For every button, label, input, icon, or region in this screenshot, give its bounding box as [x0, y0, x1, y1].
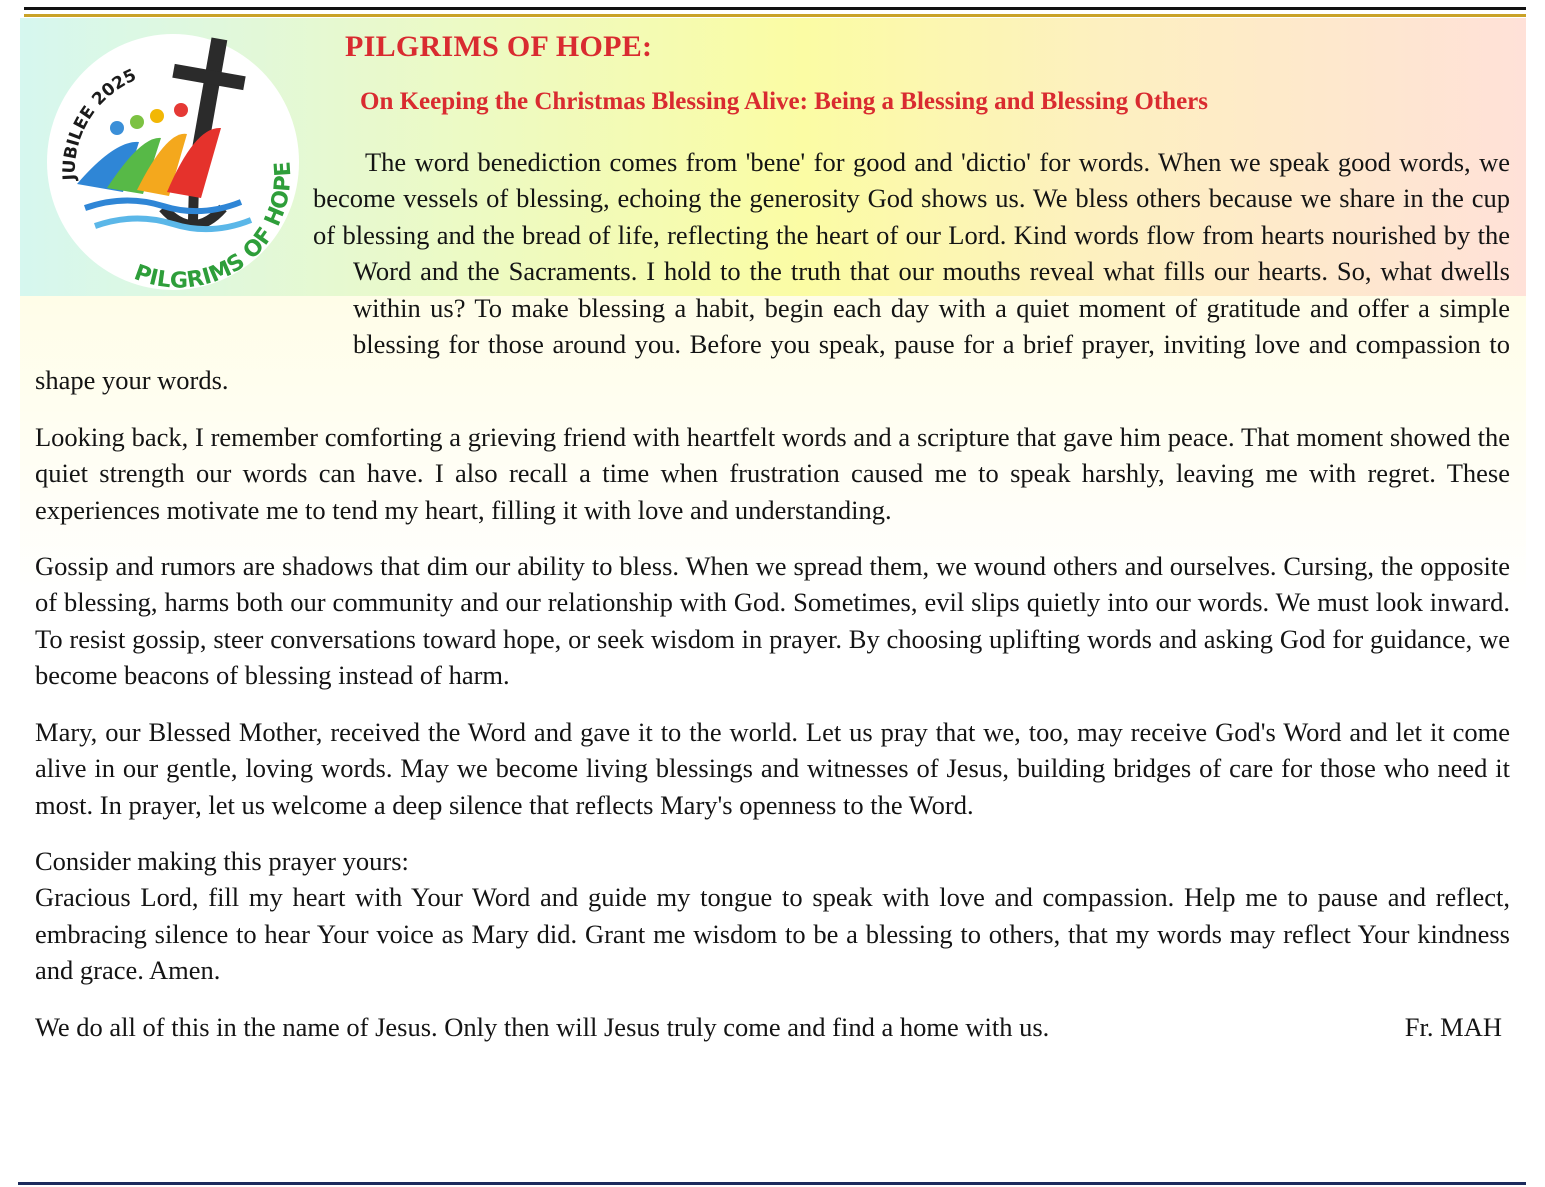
- article-body: [35, 144, 1510, 1045]
- logo-spacer: [35, 144, 313, 288]
- closing-row: [35, 1009, 1510, 1045]
- signature: Fr. MAH: [1404, 1011, 1502, 1042]
- prayer-text: Gracious Lord, fill my heart with Your Word and guide my tongue to speak with love and compassion. Help me to pause and reflect, embracing silence to hear Your voice as Mary did. Grant me wisdom to be a blessing to others, that my words may reflect Your kindness and grace. Amen.: [35, 882, 1510, 986]
- paragraph: Looking back, I remember comforting a grieving friend with heartfelt words and a scripture that gave him peace. That moment showed the quiet strength our words can have. I also recall a time when frustration caused me to speak harshly, leaving me with regret. These experiences motivate me to tend my heart, filling it with love and understanding.: [35, 421, 1510, 525]
- top-rule: [24, 7, 1526, 10]
- closing-text: We do all of this in the name of Jesus. Only then will Jesus truly come and find a home with us.: [35, 1011, 1050, 1042]
- paragraph: Gossip and rumors are shadows that dim our ability to bless. When we spread them, we wound others and ourselves. Cursing, the opposite of blessing, harms both our community and our relationship with God. Sometimes, evil slips quietly into our words. We must look inward. To resist gossip, steer conversations toward hope, or seek wisdom in prayer. By choosing uplifting words and asking God for guidance, we become beacons of blessing instead of harm.: [35, 551, 1510, 691]
- logo-bottom-text: PILGRIMS OF HOPE: [130, 160, 297, 292]
- prayer-intro: Consider making this prayer yours:: [35, 845, 409, 876]
- paragraph-text: The word benediction comes from 'bene' for good and 'dictio' for words. When we speak good words, we become vessels of blessing, echoing the generosity God shows us. We bless others because we share in the cup of blessing and the bread of life, reflecting the heart of our Lord. Kind words flow from hearts nourished by the Word and the Sacraments. I hold to the truth that our mouths reveal what fills our hearts. So, what dwells within us? To make blessing a habit, begin each day with a quiet moment of gratitude and offer a simple blessing for those around you. Before you speak, pause for a brief prayer, inviting love and compassion to shape your words.: [35, 147, 1510, 396]
- bottom-rule: [18, 1182, 1526, 1185]
- logo-top-text: JUBILEE 2025: [59, 65, 140, 181]
- prayer-block: [35, 843, 1510, 989]
- logo-spacer: [35, 288, 353, 360]
- paragraph: Mary, our Blessed Mother, received the Word and gave it to the world. Let us pray that we, too, may receive God's Word and let it come alive in our gentle, loving words. May we become living blessings and witnesses of Jesus, building bridges of care for those who need it most. In prayer, let us welcome a deep silence that reflects Mary's openness to the Word.: [35, 716, 1510, 820]
- page-title: PILGRIMS OF HOPE:: [345, 30, 653, 63]
- top-rule-gold: [24, 14, 1526, 17]
- page-subtitle: On Keeping the Christmas Blessing Alive: Being a Blessing and Blessing Others: [360, 88, 1209, 115]
